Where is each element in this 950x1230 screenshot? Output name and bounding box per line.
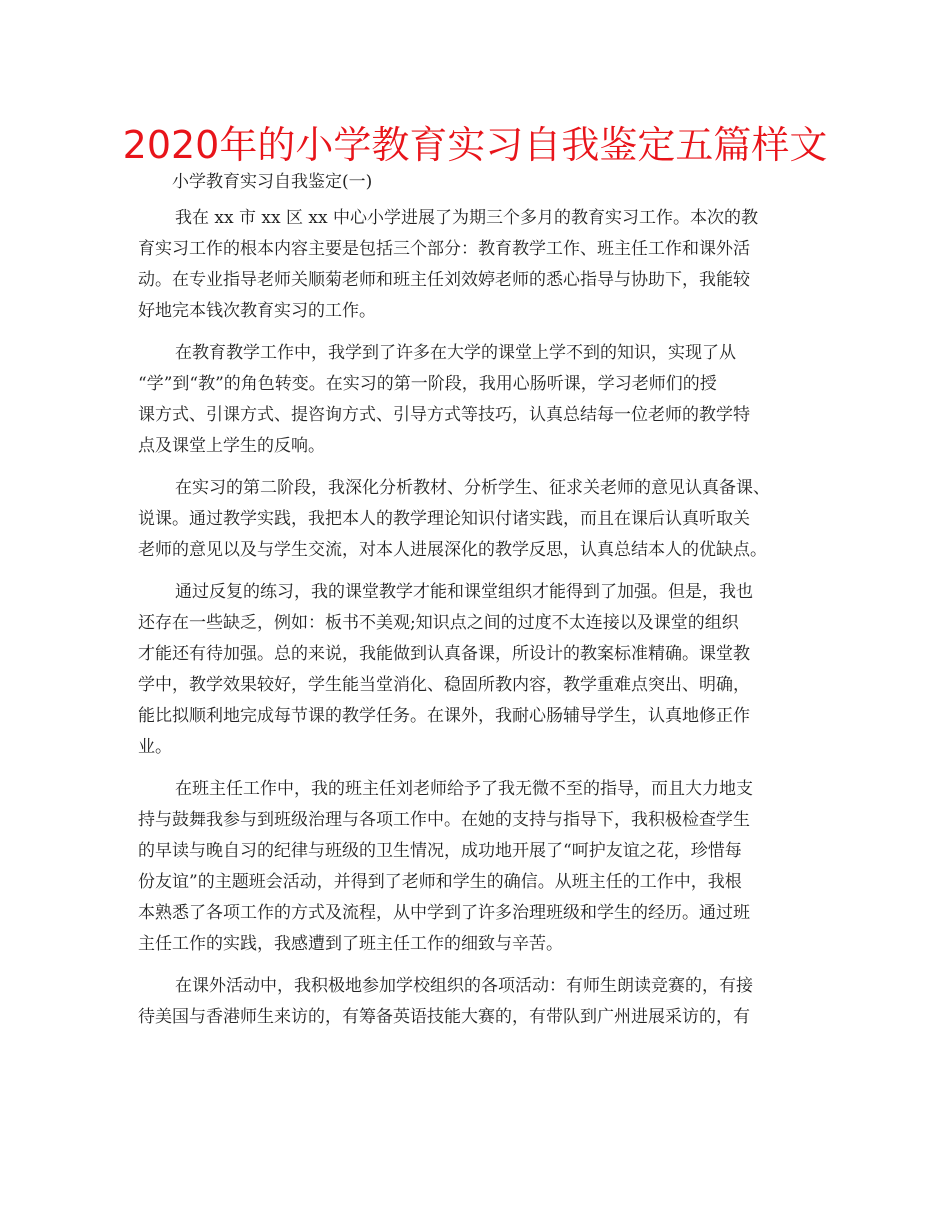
paragraph-line: “学”到“教”的角色转变。在实习的第一阶段，我用心肠听课，学习老师们的授 [138,374,717,394]
paragraph-line: 在班主任工作中，我的班主任刘老师给予了我无微不至的指导，而且大力地支 [175,779,753,799]
document-body [138,172,838,1033]
paragraph-line: 说课。通过教学实践，我把本人的教学理论知识付诸实践，而且在课后认真听取关 [138,509,750,529]
paragraph-line: 在教育教学工作中，我学到了许多在大学的课堂上学不到的知识，实现了从 [175,343,736,363]
paragraph [138,338,838,462]
paragraph-line: 老师的意见以及与学生交流，对本人进展深化的教学反思，认真总结本人的优缺点。 [138,540,767,560]
paragraph-line: 主任工作的实践，我感遭到了班主任工作的细致与辛苦。 [138,934,563,954]
paragraph-line: 还存在一些缺乏，例如：板书不美观;知识点之间的过度不太连接以及课堂的组织 [138,613,739,633]
paragraph-line: 动。在专业指导老师关顺菊老师和班主任刘效婷老师的悉心指导与协助下，我能较 [138,270,750,290]
section-subtitle: 小学教育实习自我鉴定(一) [172,172,373,192]
paragraph [138,774,838,960]
paragraph-line: 育实习工作的根本内容主要是包括三个部分：教育教学工作、班主任工作和课外活 [138,239,750,259]
paragraph-line: 在实习的第二阶段，我深化分析教材、分析学生、征求关老师的意见认真备课、 [175,478,770,498]
paragraph-line: 才能还有待加强。总的来说，我能做到认真备课，所设计的教案标准精确。课堂教 [138,644,750,664]
paragraph-line: 在课外活动中，我积极地参加学校组织的各项活动：有师生朗读竞赛的，有接 [175,976,753,996]
paragraph [138,971,838,1033]
paragraph-line: 学中，教学效果较好，学生能当堂消化、稳固所教内容，教学重难点突出、明确， [138,675,750,695]
paragraph-line: 课方式、引课方式、提咨询方式、引导方式等技巧，认真总结每一位老师的教学特 [138,405,750,425]
paragraph-line: 本熟悉了各项工作的方式及流程，从中学到了许多治理班级和学生的经历。通过班 [138,903,750,923]
paragraph-line: 业。 [138,737,172,757]
paragraph-line: 持与鼓舞我参与到班级治理与各项工作中。在她的支持与指导下，我积极检查学生 [138,810,750,830]
paragraph-line: 待美国与香港师生来访的，有筹备英语技能大赛的，有带队到广州进展采访的，有 [138,1007,750,1027]
paragraph-line: 能比拟顺利地完成每节课的教学任务。在课外，我耐心肠辅导学生，认真地修正作 [138,706,750,726]
paragraph-line: 的早读与晚自习的纪律与班级的卫生情况，成功地开展了“呵护友谊之花，珍惜每 [138,841,742,861]
paragraph [138,473,838,566]
paragraph-line: 好地完本钱次教育实习的工作。 [138,301,376,321]
paragraph-line: 通过反复的练习，我的课堂教学才能和课堂组织才能得到了加强。但是，我也 [175,582,753,602]
paragraph-line: 点及课堂上学生的反响。 [138,436,325,456]
paragraph [138,203,838,327]
paragraph [138,577,838,763]
document-title: 2020年的小学教育实习自我鉴定五篇样文 [122,123,828,167]
paragraph-line: 份友谊”的主题班会活动，并得到了老师和学生的确信。从班主任的工作中，我根 [138,872,742,892]
paragraph-line: 我在 xx 市 xx 区 xx 中心小学进展了为期三个多月的教育实习工作。本次的教 [175,208,758,228]
